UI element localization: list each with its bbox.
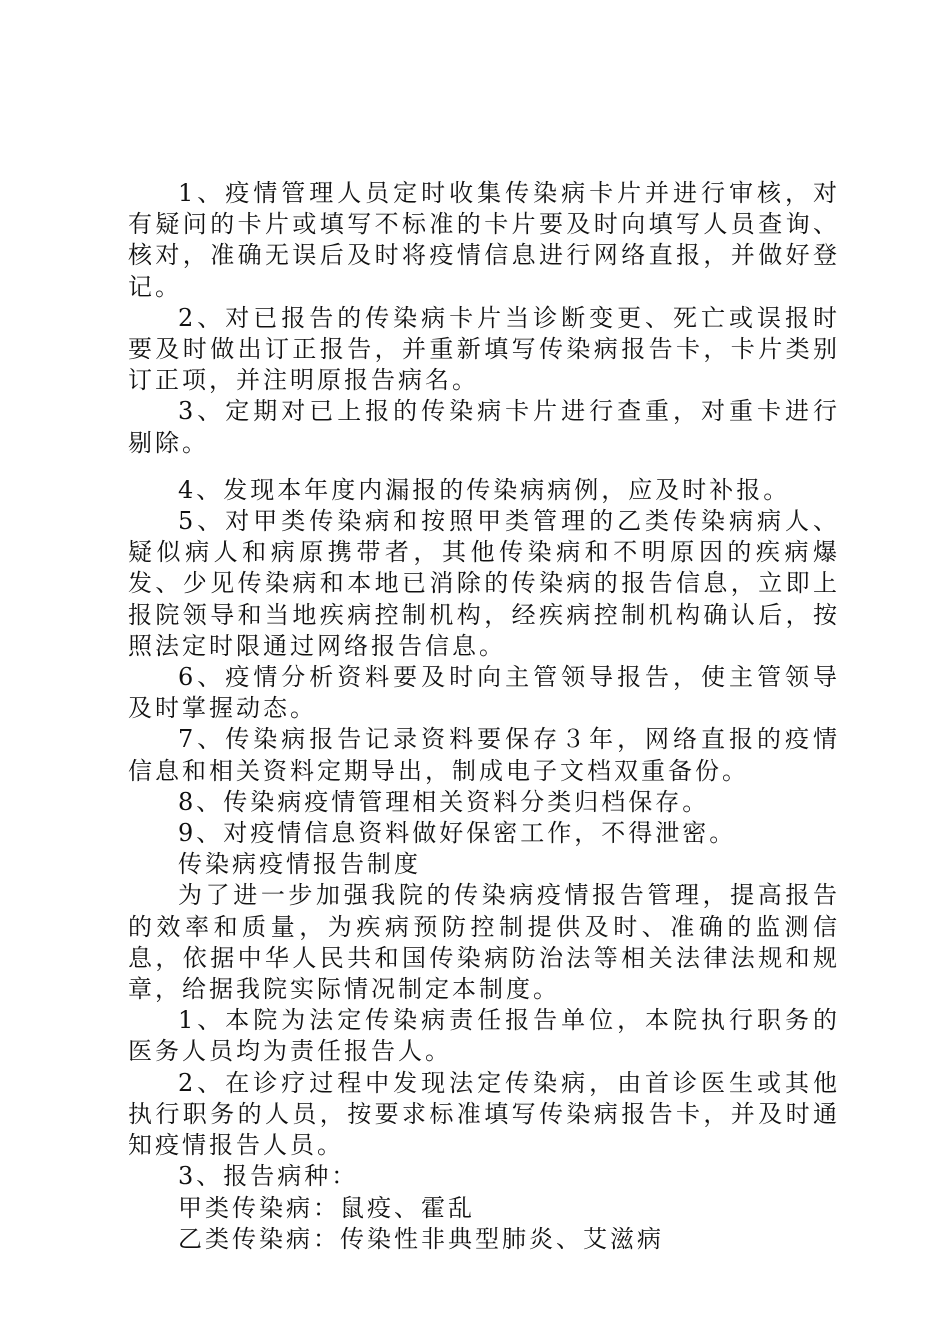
paragraph-item-9: 9、对疫情信息资料做好保密工作，不得泄密。	[178, 819, 737, 848]
paragraph-item-4: 4、发现本年度内漏报的传染病病例，应及时补报。	[178, 475, 791, 504]
rule-item-2: 2、在诊疗过程中发现法定传染病，由首诊医生或其他执行职务的人员，按要求标准填写传染病报告卡，并及时通知疫情报告人员。	[128, 1068, 840, 1160]
class-a-diseases: 甲类传染病：鼠疫、霍乱	[178, 1193, 475, 1222]
paragraph-item-5: 5、对甲类传染病和按照甲类管理的乙类传染病病人、疑似病人和病原携带者，其他传染病和不明原因的疾病爆发、少见传染病和本地已消除的传染病的报告信息，立即上报院领导和当地疾病控制机构，经疾病控制机构确认后，按照法定时限通过网络报告信息。	[128, 507, 840, 660]
rule-item-3: 3、报告病种：	[178, 1162, 359, 1191]
paragraph-item-6: 6、疫情分析资料要及时向主管领导报告，使主管领导及时掌握动态。	[128, 663, 840, 723]
intro-paragraph: 为了进一步加强我院的传染病疫情报告管理，提高报告的效率和质量，为疾病预防控制提供及时、准确的监测信息，依据中华人民共和国传染病防治法等相关法律法规和规章，给据我院实际情况制定本制度。	[128, 881, 840, 1004]
class-b-diseases: 乙类传染病：传染性非典型肺炎、艾滋病	[178, 1224, 664, 1253]
paragraph-item-1: 1、疫情管理人员定时收集传染病卡片并进行审核，对有疑问的卡片或填写不标准的卡片要及时向填写人员查询、核对，准确无误后及时将疫情信息进行网络直报，并做好登记。	[128, 179, 840, 301]
section-title: 传染病疫情报告制度	[178, 850, 421, 879]
paragraph-item-8: 8、传染病疫情管理相关资料分类归档保存。	[178, 787, 710, 816]
paragraph-gap	[128, 459, 840, 475]
paragraph-item-3: 3、定期对已上报的传染病卡片进行查重，对重卡进行剔除。	[128, 397, 840, 457]
paragraph-item-2: 2、对已报告的传染病卡片当诊断变更、死亡或误报时要及时做出订正报告，并重新填写传染病报告卡，卡片类别订正项，并注明原报告病名。	[128, 303, 840, 395]
paragraph-item-7: 7、传染病报告记录资料要保存３年，网络直报的疫情信息和相关资料定期导出，制成电子文档双重备份。	[128, 725, 840, 785]
rule-item-1: 1、本院为法定传染病责任报告单位，本院执行职务的医务人员均为责任报告人。	[128, 1006, 840, 1066]
document-body	[128, 178, 840, 1255]
